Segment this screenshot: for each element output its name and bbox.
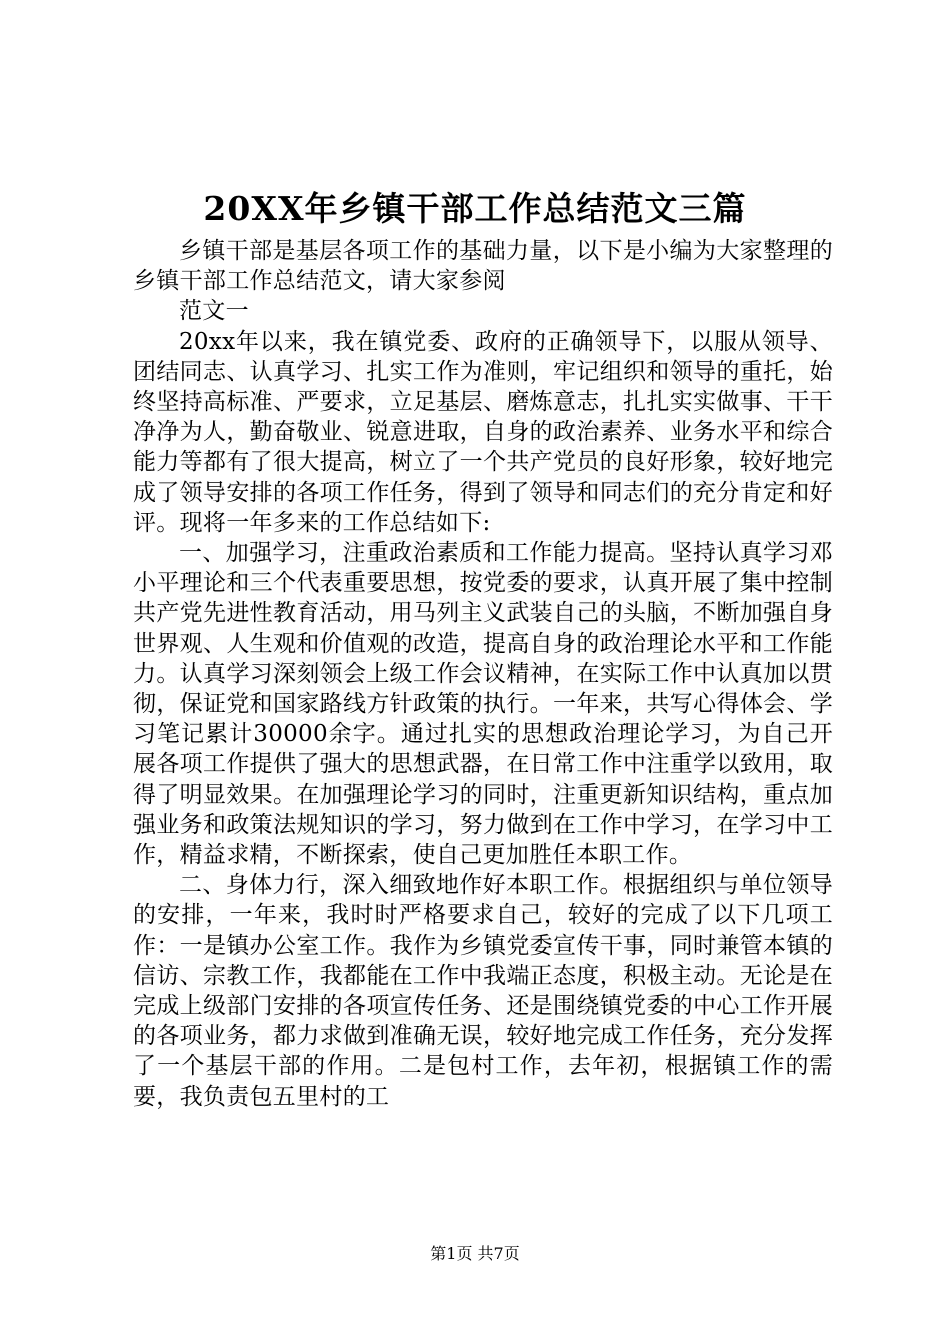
body-paragraph: 二、身体力行，深入细致地作好本职工作。根据组织与单位领导的安排，一年来，我时时严格要求自己，较好的完成了以下几项工作：一是镇办公室工作。我作为乡镇党委宣传干事，同时兼管本镇的信访、宗教工作，我都能在工作中我端正态度，积极主动。无论是在完成上级部门安排的各项宣传任务、还是围绕镇党委的中心工作开展的各项业务，都力求做到准确无误，较好地完成工作任务，充分发挥了一个基层干部的作用。二是包村工作，去年初，根据镇工作的需要，我负责包五里村的工: [133, 872, 833, 1110]
intro-paragraph: 乡镇干部是基层各项工作的基础力量，以下是小编为大家整理的乡镇干部工作总结范文，请大家参阅: [133, 238, 833, 295]
document-title: 20XX年乡镇干部工作总结范文三篇: [203, 189, 747, 228]
section-heading: 范文一: [179, 298, 249, 325]
body-paragraph: 一、加强学习，注重政治素质和工作能力提高。坚持认真学习邓小平理论和三个代表重要思想，按党委的要求，认真开展了集中控制共产党先进性教育活动，用马列主义武装自己的头脑，不断加强自身世界观、人生观和价值观的改造，提高自身的政治理论水平和工作能力。认真学习深刻领会上级工作会议精神，在实际工作中认真加以贯彻，保证党和国家路线方针政策的执行。一年来，共写心得体会、学习笔记累计30000余字。通过扎实的思想政治理论学习，为自己开展各项工作提供了强大的思想武器，在日常工作中注重学以致用，取得了明显效果。在加强理论学习的同时，注重更新知识结构，重点加强业务和政策法规知识的学习，努力做到在工作中学习，在学习中工作，精益求精，不断探索，使自己更加胜任本职工作。: [133, 540, 833, 869]
body-paragraph: 20xx年以来，我在镇党委、政府的正确领导下，以服从领导、团结同志、认真学习、扎实工作为准则，牢记组织和领导的重托，始终坚持高标准、严要求，立足基层、磨炼意志，扎扎实实做事、干干净净为人，勤奋敬业、锐意进取，自身的政治素养、业务水平和综合能力等都有了很大提高，树立了一个共产党员的良好形象，较好地完成了领导安排的各项工作任务，得到了领导和同志们的充分肯定和好评。现将一年多来的工作总结如下:: [133, 328, 833, 536]
page-number-footer: 第1页 共7页: [430, 1244, 520, 1263]
document-body: [133, 236, 833, 1112]
